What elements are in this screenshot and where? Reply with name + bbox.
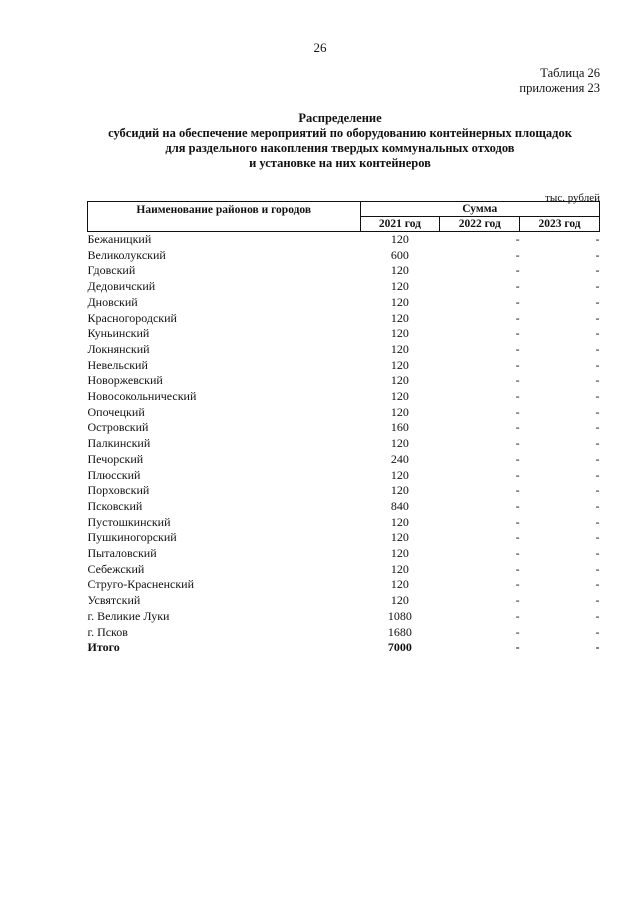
value-2022: - — [515, 498, 520, 513]
value-2021: 120 — [390, 310, 409, 325]
value-2021: 120 — [390, 561, 409, 576]
district-name: Бежаницкий — [87, 232, 152, 246]
value-2022: - — [515, 357, 520, 372]
district-name: Гдовский — [87, 263, 136, 278]
value-2023: - — [595, 373, 600, 388]
title-line3: для раздельного накопления твердых коммунальных отходов — [165, 141, 515, 155]
value-2021: 120 — [390, 326, 409, 341]
table-row — [88, 515, 600, 531]
value-2022: - — [515, 373, 520, 388]
header-name: Наименование районов и городов — [88, 202, 361, 232]
district-name: Усвятский — [87, 593, 141, 608]
value-2022: - — [515, 341, 520, 356]
value-2023: - — [595, 451, 600, 466]
value-2022: - — [515, 263, 520, 278]
value-2021: 120 — [390, 263, 409, 278]
value-2023: - — [595, 546, 600, 561]
district-name: Плюсский — [87, 467, 141, 482]
value-2022: - — [515, 420, 520, 435]
table-row — [88, 468, 600, 484]
units-label: тыс. рублей — [545, 192, 600, 204]
table-row — [88, 562, 600, 578]
value-2023: - — [595, 294, 600, 309]
value-2021: 120 — [390, 530, 409, 545]
district-name: Дедовичский — [87, 279, 156, 294]
table-row — [88, 248, 600, 264]
value-2023: - — [595, 498, 600, 513]
value-2021: 120 — [390, 593, 409, 608]
table-row — [88, 499, 600, 515]
distribution-table — [87, 201, 600, 656]
value-2021: 120 — [390, 373, 409, 388]
value-2023: - — [595, 420, 600, 435]
value-2022: - — [515, 593, 520, 608]
value-2022: - — [515, 624, 520, 639]
value-2023: - — [595, 467, 600, 482]
table-row — [88, 373, 600, 389]
table-row — [88, 263, 600, 279]
title-line2: субсидий на обеспечение мероприятий по оборудованию контейнерных площадок — [108, 126, 572, 140]
table-row — [88, 436, 600, 452]
header-2021: 2021 год — [360, 217, 440, 232]
value-2023: - — [595, 530, 600, 545]
table-reference — [519, 66, 600, 96]
value-2023: - — [595, 279, 600, 294]
value-2022: - — [515, 467, 520, 482]
value-2021: 240 — [390, 451, 409, 466]
district-name: Струго-Красненский — [87, 577, 195, 592]
district-name: Дновский — [87, 294, 138, 309]
table-row — [88, 530, 600, 546]
value-2021: 120 — [390, 232, 409, 246]
value-2023: - — [595, 310, 600, 325]
total-district-name: Итого — [87, 640, 120, 655]
value-2021: 120 — [390, 546, 409, 561]
value-2022: - — [515, 404, 520, 419]
table-row — [88, 609, 600, 625]
total-row — [88, 640, 600, 656]
table-row — [88, 593, 600, 609]
district-name: Локнянский — [87, 341, 150, 356]
table-reference-line2: приложения 23 — [519, 81, 600, 95]
value-2023: - — [595, 341, 600, 356]
table-row — [88, 483, 600, 499]
district-name: Пушкиногорский — [87, 530, 177, 545]
district-name: Островский — [87, 420, 149, 435]
value-2021: 160 — [390, 420, 409, 435]
table-row — [88, 625, 600, 641]
district-name: Пыталовский — [87, 546, 157, 561]
district-name: Опочецкий — [87, 404, 145, 419]
value-2021: 120 — [390, 357, 409, 372]
title-line1: Распределение — [298, 111, 382, 125]
value-2022: - — [515, 514, 520, 529]
value-2023: - — [595, 624, 600, 639]
value-2021: 120 — [390, 404, 409, 419]
value-2023: - — [595, 357, 600, 372]
value-2023: - — [595, 263, 600, 278]
value-2021: 120 — [390, 294, 409, 309]
value-2021: 600 — [390, 247, 409, 262]
value-2021: 120 — [390, 483, 409, 498]
district-name: Себежский — [87, 561, 145, 576]
table-row — [88, 326, 600, 342]
value-2023: - — [595, 389, 600, 404]
table-row — [88, 405, 600, 421]
value-2022: - — [515, 326, 520, 341]
district-name: г. Псков — [87, 624, 128, 639]
district-name: Куньинский — [87, 326, 150, 341]
value-2022: - — [515, 546, 520, 561]
document-title — [60, 111, 620, 171]
district-name: Новосокольнический — [87, 389, 197, 404]
header-2022: 2022 год — [440, 217, 520, 232]
value-2022: - — [515, 294, 520, 309]
value-2021: 120 — [390, 514, 409, 529]
value-2021: 120 — [390, 467, 409, 482]
total-value-2023: - — [595, 640, 600, 655]
value-2021: 840 — [390, 498, 409, 513]
table-row — [88, 279, 600, 295]
value-2023: - — [595, 514, 600, 529]
table-row — [88, 358, 600, 374]
value-2021: 120 — [390, 279, 409, 294]
value-2022: - — [515, 483, 520, 498]
table-row — [88, 295, 600, 311]
value-2022: - — [515, 279, 520, 294]
district-name: Печорский — [87, 451, 144, 466]
value-2023: - — [595, 326, 600, 341]
header-2023: 2023 год — [520, 217, 600, 232]
district-name: Псковский — [87, 498, 143, 513]
value-2022: - — [515, 232, 520, 246]
total-value-2022: - — [515, 640, 520, 655]
district-name: Палкинский — [87, 436, 151, 451]
district-name: Красногородский — [87, 310, 177, 325]
value-2022: - — [515, 451, 520, 466]
value-2023: - — [595, 436, 600, 451]
value-2022: - — [515, 389, 520, 404]
value-2021: 1080 — [387, 608, 412, 623]
value-2023: - — [595, 404, 600, 419]
table-row — [88, 232, 600, 248]
value-2021: 120 — [390, 341, 409, 356]
value-2022: - — [515, 577, 520, 592]
table-row — [88, 420, 600, 436]
value-2022: - — [515, 608, 520, 623]
value-2022: - — [515, 561, 520, 576]
district-name: Порховский — [87, 483, 150, 498]
table-row — [88, 546, 600, 562]
table-row — [88, 342, 600, 358]
value-2021: 1680 — [387, 624, 412, 639]
value-2021: 120 — [390, 436, 409, 451]
table-body — [88, 232, 600, 656]
district-name: Невельский — [87, 357, 148, 372]
value-2022: - — [515, 310, 520, 325]
value-2022: - — [515, 530, 520, 545]
value-2021: 120 — [390, 389, 409, 404]
district-name: Великолукский — [87, 247, 166, 262]
district-name: г. Великие Луки — [87, 608, 170, 623]
title-line4: и установке на них контейнеров — [249, 156, 431, 170]
value-2023: - — [595, 483, 600, 498]
value-2022: - — [515, 247, 520, 262]
table-reference-line1: Таблица 26 — [540, 66, 600, 80]
value-2023: - — [595, 593, 600, 608]
value-2023: - — [595, 561, 600, 576]
table-row — [88, 452, 600, 468]
table-row — [88, 311, 600, 327]
table-row — [88, 389, 600, 405]
table-row — [88, 577, 600, 593]
value-2023: - — [595, 247, 600, 262]
value-2023: - — [595, 232, 600, 246]
total-value-2021: 7000 — [387, 640, 412, 655]
page-number: 26 — [313, 40, 327, 55]
district-name: Новоржевский — [87, 373, 163, 388]
header-sum: Сумма — [360, 202, 600, 217]
value-2023: - — [595, 577, 600, 592]
value-2022: - — [515, 436, 520, 451]
value-2021: 120 — [390, 577, 409, 592]
value-2023: - — [595, 608, 600, 623]
district-name: Пустошкинский — [87, 514, 171, 529]
